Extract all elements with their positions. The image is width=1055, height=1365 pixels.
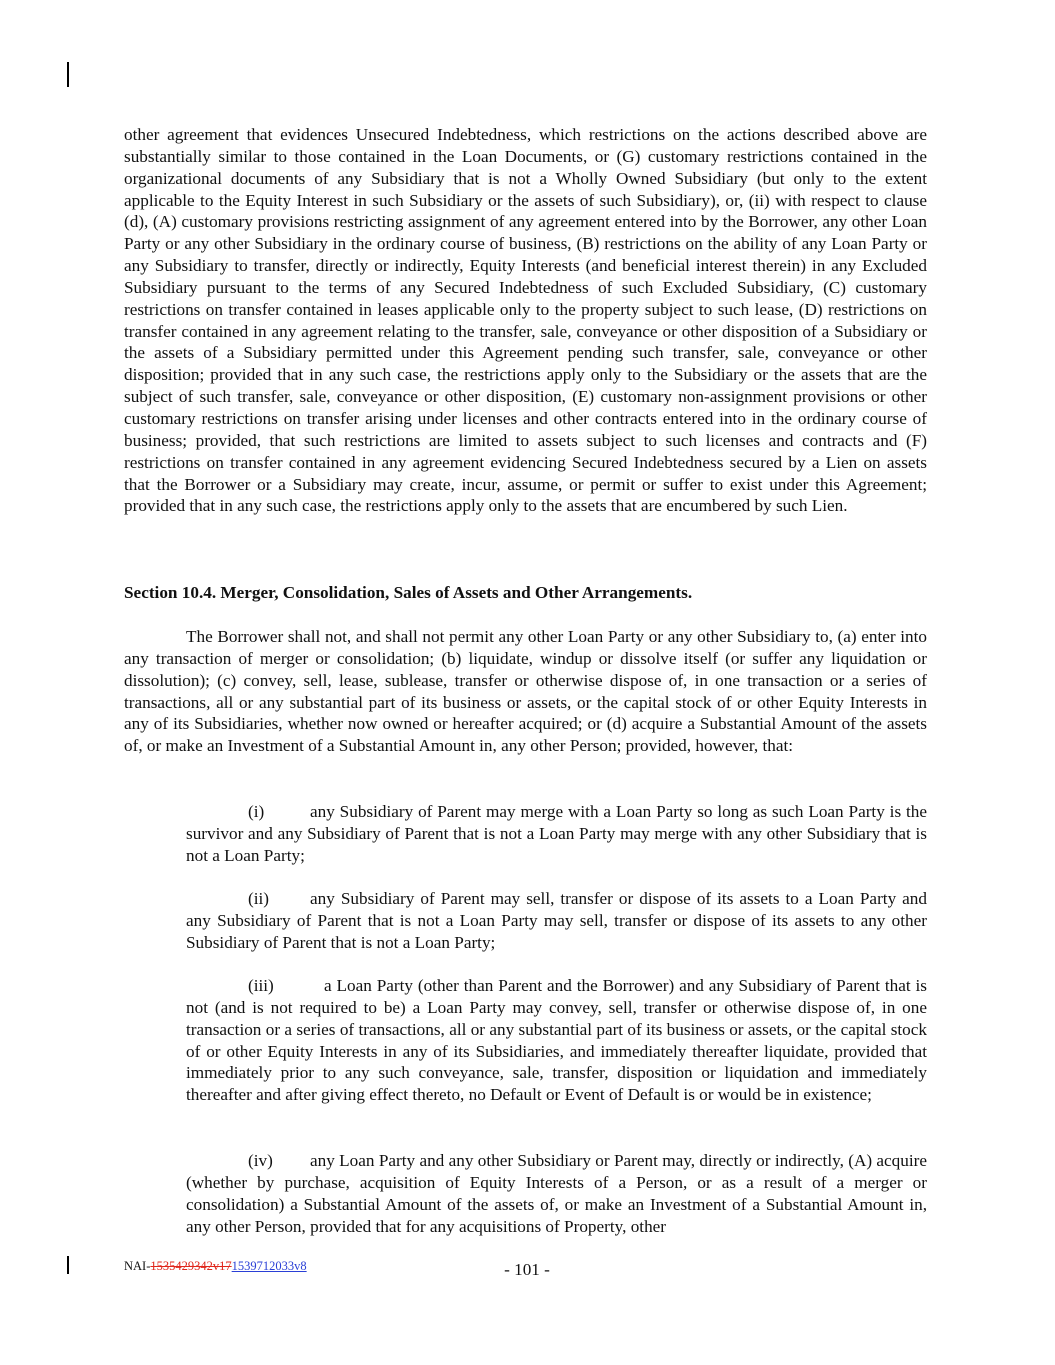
document-id [124, 1259, 307, 1274]
section-heading: Section 10.4. Merger, Consolidation, Sales of Assets and Other Arrangements. [124, 583, 693, 602]
document-id-deleted: 1535429342v17 [150, 1259, 232, 1273]
change-bar-top [67, 62, 69, 87]
intro-block [124, 626, 927, 757]
list-item-text: a Loan Party (other than Parent and the Borrower) and any Subsidiary of Parent that is not (and is not required to be) a Loan Party may convey, sell, transfer or otherwise dispose of, in one transaction or a series of transactions, all or any substantial part of its business or assets, or the capital stock of or other Equity Interests in any of its Subsidiaries, and immediately thereafter liquidate, provided that immediately prior to any such conveyance, sale, transfer, disposition or liquidation and immediately thereafter and after giving effect thereto, no Default or Event of Default is or would be in existence; [186, 976, 927, 1105]
document-id-inserted: 1539712033v8 [231, 1259, 307, 1273]
list-item-number: (ii) [248, 889, 269, 908]
document-id-prefix: NAI- [124, 1259, 151, 1273]
list-item-i [186, 801, 927, 867]
page-number: - 101 - [504, 1260, 550, 1279]
list-item-text: any Subsidiary of Parent may merge with a Loan Party so long as such Loan Party is the survivor and any Subsidiary of Parent that is not a Loan Party may merge with any other Subsidiary that is not a Loan Party; [186, 802, 927, 865]
continuation-paragraph: other agreement that evidences Unsecured Indebtedness, which restrictions on the actions described above are substantially similar to those contained in the Loan Documents, or (G) customary restrictions contained in the organizational documents of any Subsidiary that is not a Wholly Owned Subsidiary (but only to the extent applicable to the Equity Interest in such Subsidiary or the assets of such Subsidiary), or, (ii) with respect to clause (d), (A) customary provisions restricting assignment of any agreement entered into by the Borrower, any other Loan Party or any other Subsidiary in the ordinary course of business, (B) restrictions on the ability of any Loan Party or any Subsidiary to transfer, directly or indirectly, Equity Interests (and beneficial interest therein) in any Excluded Subsidiary pursuant to the terms of any Secured Indebtedness of such Excluded Subsidiary, (C) customary restrictions on transfer contained in leases applicable only to the property subject to such lease, (D) restrictions on transfer contained in any agreement relating to the transfer, sale, conveyance or other disposition of a Subsidiary or the assets of a Subsidiary permitted under this Agreement pending such transfer, sale, conveyance or other disposition; provided that in any such case, the restrictions apply only to the Subsidiary or the assets that are the subject of such transfer, sale, conveyance or other disposition, (E) customary non-assignment provisions or other customary restrictions on transfer arising under licenses and other contracts entered into in the ordinary course of business; provided, that such restrictions are limited to assets subject to such licenses and contracts and (F) restrictions on transfer contained in any agreement evidencing Secured Indebtedness secured by a Lien on assets that the Borrower or a Subsidiary may create, incur, assume, or permit or suffer to exist under this Agreement; provided that in any such case, the restrictions apply only to the assets that are encumbered by such Lien. [124, 125, 927, 516]
list-item-text: any Subsidiary of Parent may sell, transfer or dispose of its assets to a Loan Party and any Subsidiary of Parent that is not a Loan Party may sell, transfer or dispose of its assets to any other Subsidiary of Parent that is not a Loan Party; [186, 889, 927, 952]
list-item-number: (iii) [248, 976, 274, 995]
change-bar-bottom [67, 1256, 69, 1274]
list-item-number: (i) [248, 802, 265, 821]
list-item-text: any Loan Party and any other Subsidiary or Parent may, directly or indirectly, (A) acquire (whether by purchase, acquisition of Equity Interests of a Person, or as a result of a merger or consolidation) a Substantial Amount of the assets of, or make an Investment of a Substantial Amount in, any other Person, provided that for any acquisitions of Property, other [186, 1151, 927, 1236]
list-item-number: (iv) [248, 1151, 273, 1170]
list-item-iii [186, 975, 927, 1106]
list-item-iv [186, 1150, 927, 1237]
list-item-ii [186, 888, 927, 954]
intro-paragraph: The Borrower shall not, and shall not permit any other Loan Party or any other Subsidiary to, (a) enter into any transaction of merger or consolidation; (b) liquidate, windup or dissolve itself (or suffer any liquidation or dissolution); (c) convey, sell, lease, sublease, transfer or otherwise dispose of, in one transaction or a series of transactions, all or any substantial part of its business or assets, or the capital stock of or other Equity Interests in any of its Subsidiaries, whether now owned or hereafter acquired; or (d) acquire a Substantial Amount of the assets of, or make an Investment of a Substantial Amount in, any other Person; provided, however, that: [124, 627, 927, 756]
page-body [124, 124, 927, 1236]
